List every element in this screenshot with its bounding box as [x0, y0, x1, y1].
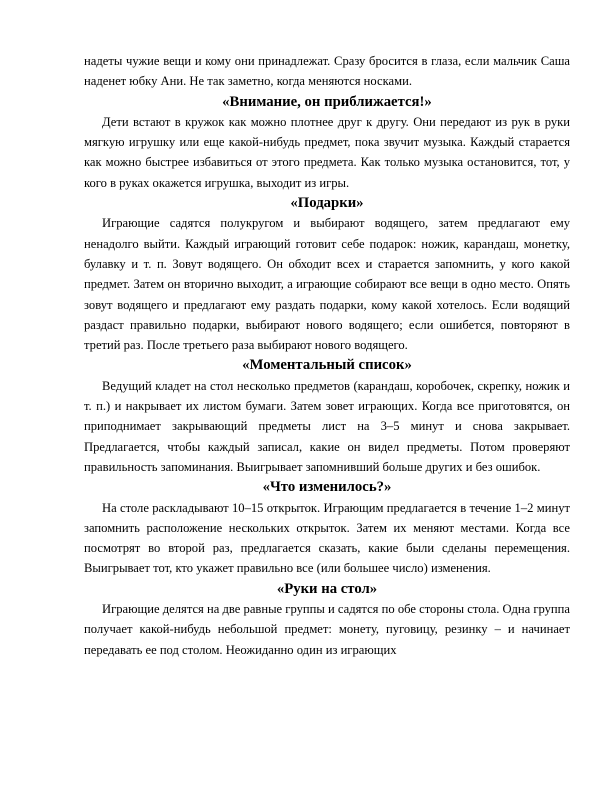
paragraph-attention-approaching: Дети встают в кружок как можно плотнее друг к другу. Они передают из рук в руки мягкую игрушку или еще какой-нибудь предмет, пока звучит музыка. Каждый старается как можно быстрее избавиться от этого предмета. Как только музыка остановится, тот, у кого в руках окажется игрушка, выходит из игры. — [84, 114, 570, 190]
heading-attention-approaching: «Внимание, он приближается!» — [222, 93, 432, 110]
heading-what-changed: «Что изменилось?» — [262, 479, 392, 496]
paragraph-hands-on-table: Играющие делятся на две равные группы и садятся по обе стороны стола. Одна группа получает какой-нибудь небольшой предмет: монету, пуговицу, резинку – и начинает передавать ее под столом. Неожиданно один из играющих — [84, 602, 570, 657]
paragraph-what-changed: На столе раскладывают 10–15 открыток. Играющим предлагается в течение 1–2 минут запомнить расположение нескольких открыток. Затем их меняют местами. Когда все посмотрят во второй раз, предлагается сказать, какие были сделаны перемещения. Выигрывает тот, кто укажет правильно все (или большее число) изменения. — [84, 500, 570, 576]
paragraph-gifts: Играющие садятся полукругом и выбирают водящего, затем предлагают ему ненадолго выйти. Каждый играющий готовит себе подарок: ножик, карандаш, монетку, булавку и т. п. Зовут водящего. Он обходит всех и старается запомнить, у кого какой предмет. Затем он вторично выходит, а играющие собирают все вещи в одно место. Опять зовут водящего и предлагают ему раздать подарки, кому какой хотелось. Если водящий раздаст правильно подарки, выбирают нового водящего; если ошибется, повторяют в третий раз. После третьего раза выбирают нового водящего. — [84, 216, 570, 353]
page-content — [84, 51, 570, 660]
paragraph-instant-list: Ведущий кладет на стол несколько предметов (карандаш, коробочек, скрепку, ножик и т. п.) и накрывает их листом бумаги. Затем зовет играющих. Когда все приготовятся, он приподнимает закрывающий предметы лист на 3–5 минут и снова закрывает. Предлагается, чтобы каждый записал, какие он видел предметы. Потом проверяют правильность запоминания. Выигрывает запомнивший больше других и без ошибок. — [84, 378, 570, 474]
heading-instant-list: «Моментальный список» — [242, 357, 412, 374]
paragraph-intro-continuation: надеты чужие вещи и кому они принадлежат. Сразу бросится в глаза, если мальчик Саша наденет юбку Ани. Не так заметно, когда меняются носками. — [84, 54, 570, 89]
heading-hands-on-table: «Руки на стол» — [276, 580, 378, 597]
heading-gifts: «Подарки» — [290, 195, 364, 212]
